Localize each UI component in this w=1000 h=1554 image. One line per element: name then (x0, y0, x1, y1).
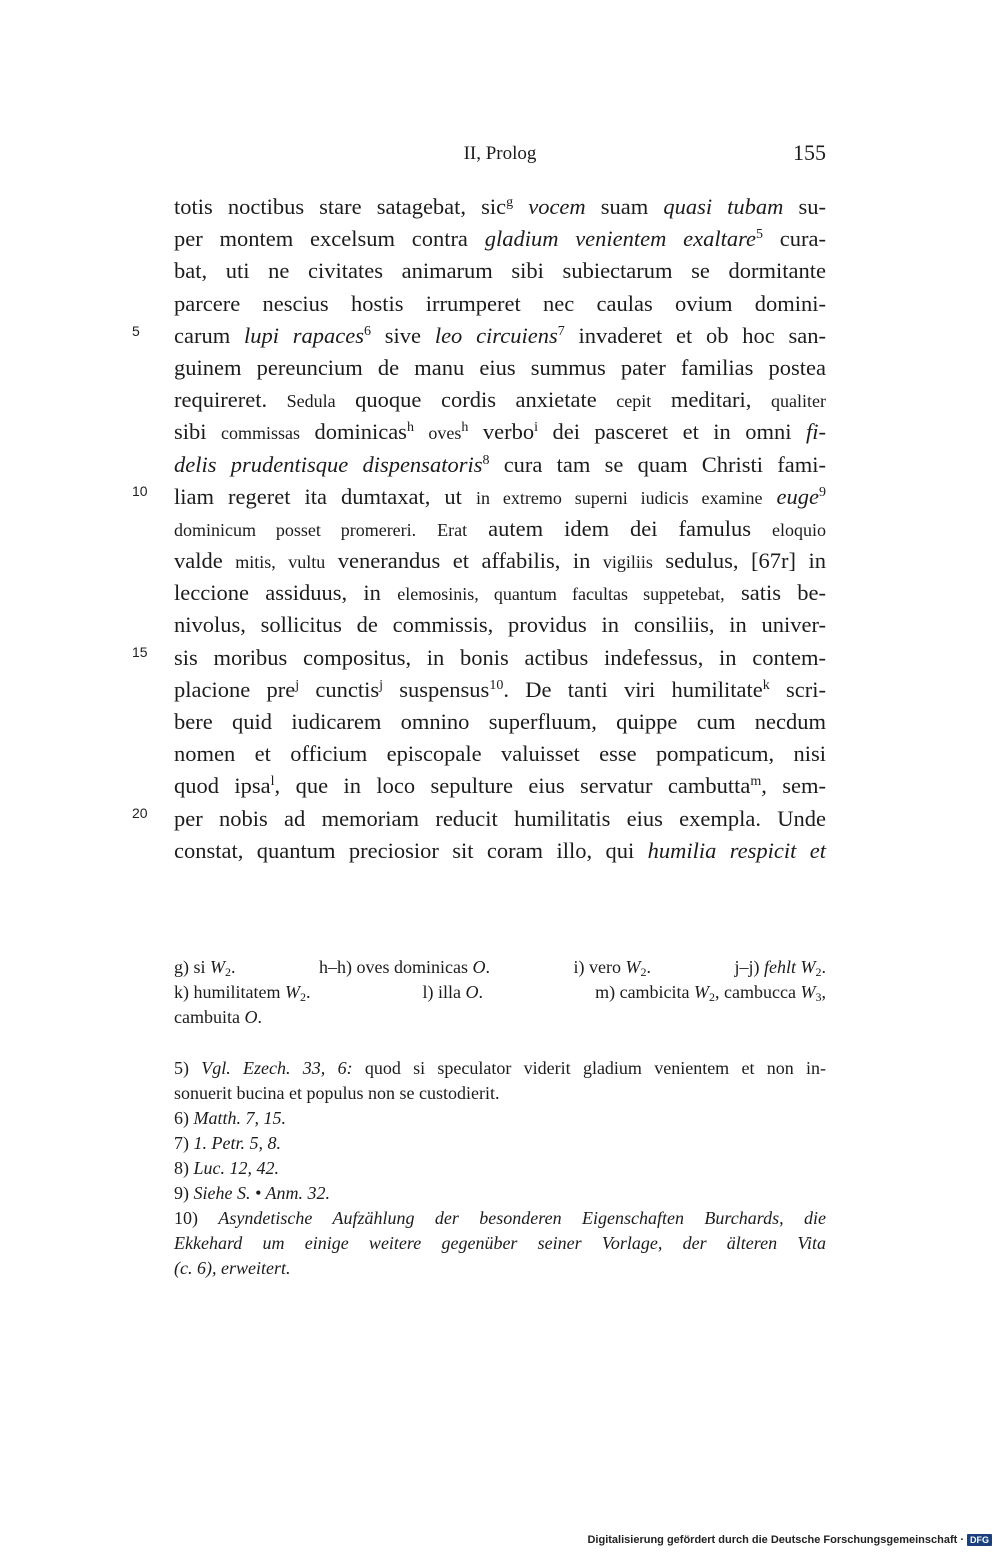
text-segment: sibi (174, 419, 221, 445)
text-segment: Erat (437, 519, 468, 540)
text-segment: oves (428, 423, 462, 444)
text-segment: sonuerit bucina et populus non se custodierit. (174, 1083, 500, 1103)
manuscript-siglum-index: 2 (709, 990, 716, 1004)
manuscript-siglum-index: 3 (815, 990, 822, 1004)
line-number: 5 (132, 323, 140, 339)
line-number: 20 (132, 805, 148, 821)
text-line (174, 481, 826, 513)
note-marker: 6 (364, 323, 372, 339)
text-segment: liam regeret ita dumtaxat, ut (174, 483, 476, 509)
text-segment: euge (776, 483, 820, 509)
text-segment: l) illa (422, 982, 466, 1002)
text-segment: sis moribus compositus, in bonis actibus indefessus, in contem- (174, 644, 826, 670)
manuscript-siglum-index: 2 (815, 965, 822, 979)
text-line (174, 320, 826, 352)
running-head: II, Prolog (463, 143, 537, 164)
note-marker: g (506, 195, 514, 210)
page-number: 155 (793, 140, 826, 165)
note-marker: m (750, 774, 762, 790)
text-segment: W (625, 957, 641, 977)
text-segment: 8) (174, 1158, 194, 1178)
text-segment: , sem- (761, 773, 826, 799)
text-segment: qualiter (770, 391, 826, 412)
text-segment: scri- (769, 676, 827, 702)
text-segment: h–h) oves dominicas (319, 957, 473, 977)
text-segment: requireret. (174, 387, 287, 413)
text-line (174, 835, 826, 867)
text-segment: commissas (220, 423, 300, 444)
text-line (174, 803, 826, 835)
text-segment: , (821, 982, 826, 1002)
text-segment: . (821, 957, 826, 977)
text-segment: cura- (763, 226, 826, 252)
footnote-line (174, 1231, 826, 1256)
text-line (174, 674, 826, 706)
text-line (174, 191, 826, 223)
text-segment: W (210, 957, 225, 977)
footnotes (174, 1056, 826, 1281)
text-segment: . (646, 957, 651, 977)
text-segment: sedulus, [67r] in (652, 548, 827, 574)
text-segment: Siehe S. • Anm. 32. (193, 1183, 330, 1203)
text-segment: 7) (174, 1133, 194, 1153)
manuscript-siglum-index: 2 (299, 990, 306, 1004)
text-segment: cambuita (174, 1007, 245, 1027)
text-segment: . (305, 982, 311, 1002)
text-segment: dominicas (299, 419, 407, 445)
text-segment: m) cambicita (595, 982, 695, 1002)
text-segment: O (472, 957, 486, 977)
text-segment: quod si speculator viderit gladium venientem et non in- (352, 1058, 827, 1078)
text-segment (414, 419, 428, 444)
text-segment: constat, quantum preciosior sit coram illo, qui (174, 837, 648, 863)
apparatus-entry (174, 1005, 262, 1030)
text-segment: W (284, 982, 300, 1002)
note-marker: l (270, 774, 275, 790)
text-segment: mitis, (235, 552, 276, 573)
text-segment: . (231, 957, 236, 977)
text-segment (276, 548, 289, 573)
text-segment: satis be- (724, 580, 826, 606)
text-segment: bere quid iudicarem omnino superfluum, quippe cum necdum (174, 709, 826, 734)
note-marker: j (295, 677, 300, 693)
text-segment: k) humilitatem (174, 982, 285, 1002)
note-marker: 8 (482, 452, 490, 468)
apparatus-row (174, 955, 826, 980)
text-segment: g) si (174, 957, 210, 977)
text-line (174, 255, 826, 287)
text-segment: dei pasceret et in omni (538, 419, 806, 445)
text-segment: totis noctibus stare satagebat, sic (174, 194, 507, 219)
text-segment: (c. 6), erweitert. (174, 1258, 291, 1278)
text-segment: i) vero (573, 957, 626, 977)
text-segment: verbo (468, 419, 535, 445)
text-segment: . (257, 1007, 262, 1027)
dfg-logo: DFG (967, 1534, 992, 1546)
text-segment: sive (371, 322, 435, 348)
text-line (174, 384, 826, 416)
text-segment: per nobis ad memoriam reducit humilitatis eius exempla. Unde (174, 805, 826, 831)
text-segment: Vgl. Ezech. 33, 6: (201, 1058, 353, 1078)
text-segment (513, 194, 528, 219)
page-header (174, 140, 826, 170)
text-segment: parcere nescius hostis irrumperet nec caulas ovium domini- (174, 290, 826, 316)
text-segment (416, 516, 437, 541)
text-segment: Sedula (286, 391, 336, 412)
text-line (174, 449, 826, 481)
text-segment: placione pre (174, 676, 296, 702)
text-segment: gladium venientem exaltare (484, 226, 757, 252)
text-segment: W (694, 982, 710, 1002)
text-segment: Matth. 7, 15. (193, 1108, 286, 1128)
text-segment: valde (174, 548, 236, 574)
text-segment (763, 484, 777, 509)
text-line (174, 706, 826, 738)
text-segment: suspensus (383, 676, 490, 702)
text-segment: 9) (174, 1183, 194, 1203)
note-marker: 7 (557, 323, 565, 339)
text-segment: autem idem dei famulus (467, 515, 772, 541)
apparatus-entry (174, 955, 236, 980)
text-segment: Luc. 12, 42. (193, 1158, 279, 1178)
text-segment: nivolus, sollicitus de commissis, providus in consiliis, in univer- (174, 612, 826, 638)
text-segment: Asyndetische Aufzählung der besonderen Eigenschaften Burchards, die (218, 1208, 826, 1228)
text-segment: carum (174, 322, 244, 348)
text-segment: lupi rapaces (244, 322, 365, 348)
text-segment: quasi tubam (663, 194, 784, 219)
footnote-line (174, 1256, 826, 1281)
text-segment: humilia respicit et (647, 837, 826, 863)
line-number: 15 (132, 644, 148, 660)
text-segment: eloquio (771, 519, 826, 540)
note-marker: 9 (819, 484, 827, 500)
text-segment: quoque cordis anxietate (335, 387, 617, 413)
text-segment: 10) (174, 1208, 219, 1228)
text-segment: elemosinis, quantum facultas suppetebat, (397, 584, 725, 605)
text-segment: vultu (288, 552, 326, 573)
text-segment: leo circuiens (434, 322, 558, 348)
footnote-line (174, 1131, 826, 1156)
note-marker: 5 (756, 227, 764, 243)
text-segment: 5) (174, 1058, 202, 1078)
note-marker: j (379, 677, 384, 693)
text-segment: . De tanti viri humilitate (503, 676, 763, 702)
text-segment: suam (585, 194, 664, 219)
footnote-line (174, 1106, 826, 1131)
footnote-line (174, 1056, 826, 1081)
text-segment: fehlt W (763, 957, 816, 977)
text-segment: O (244, 1007, 258, 1027)
text-segment: delis prudentisque dispensatoris (174, 451, 483, 477)
text-segment: , cambucca (715, 982, 801, 1002)
manuscript-siglum-index: 2 (640, 965, 647, 979)
text-line (174, 513, 826, 545)
text-segment: , que in loco sepulture eius servatur cambutta (274, 773, 751, 799)
text-segment: W (800, 982, 816, 1002)
text-segment: bat, uti ne civitates animarum sibi subiectarum se dormitante (174, 258, 826, 284)
note-marker: h (461, 420, 469, 436)
note-marker: i (534, 420, 538, 436)
apparatus-entry (595, 980, 826, 1005)
apparatus-entry (734, 955, 826, 980)
footnote-line (174, 1156, 826, 1181)
text-line (174, 223, 826, 255)
critical-apparatus (174, 955, 826, 1030)
text-segment: cura tam se quam Christi fami- (489, 451, 827, 477)
text-segment: . (485, 957, 490, 977)
text-line (174, 577, 826, 609)
text-segment: meditari, (651, 387, 771, 413)
digitization-credit (587, 1534, 992, 1546)
text-line (174, 738, 826, 770)
text-segment: vigiliis (602, 552, 653, 573)
manuscript-siglum-index: 2 (225, 965, 231, 979)
text-segment: venerandus et affabilis, in (325, 548, 603, 574)
text-segment: j–j) (734, 957, 764, 977)
text-segment: leccione assiduus, in (174, 580, 398, 606)
text-segment: nomen et officium episcopale valuisset esse pompaticum, nisi (174, 741, 826, 767)
text-segment: cepit (616, 391, 652, 412)
text-line (174, 352, 826, 384)
apparatus-entry (423, 980, 484, 1005)
main-text (174, 191, 826, 867)
footnote-line (174, 1206, 826, 1231)
text-segment: invaderet et ob hoc san- (564, 322, 826, 348)
footnote-line (174, 1081, 826, 1106)
footnote-line (174, 1181, 826, 1206)
text-segment: dominicum posset promereri. (174, 519, 417, 540)
text-segment: . (478, 982, 484, 1002)
text-line (174, 416, 826, 448)
text-segment: cunctis (299, 676, 380, 702)
text-line (174, 770, 826, 802)
apparatus-row (174, 1005, 826, 1030)
line-number: 10 (132, 483, 148, 499)
text-segment: Ekkehard um einige weitere gegenüber seiner Vorlage, der älteren Vita (174, 1233, 826, 1253)
text-segment: su- (783, 194, 826, 219)
text-line (174, 642, 826, 674)
text-segment: fi- (806, 419, 826, 445)
apparatus-entry (573, 955, 650, 980)
credit-text: Digitalisierung gefördert durch die Deutsche Forschungsgemeinschaft · (587, 1534, 964, 1546)
text-segment: 6) (174, 1108, 194, 1128)
text-segment: vocem (528, 194, 586, 219)
text-segment: quod ipsa (174, 773, 271, 799)
text-line (174, 609, 826, 641)
text-line (174, 288, 826, 320)
note-marker: k (762, 677, 770, 693)
apparatus-entry (319, 955, 490, 980)
note-marker: 10 (489, 677, 504, 693)
text-segment: 1. Petr. 5, 8. (193, 1133, 281, 1153)
note-marker: h (406, 420, 414, 436)
text-line (174, 545, 826, 577)
text-segment: guinem pereuncium de manu eius summus pater familias postea (174, 354, 826, 380)
text-segment: in extremo superni iudicis examine (475, 487, 763, 508)
apparatus-entry (174, 980, 310, 1005)
text-segment: per montem excelsum contra (174, 226, 485, 252)
apparatus-row (174, 980, 826, 1005)
text-segment: O (465, 982, 479, 1002)
